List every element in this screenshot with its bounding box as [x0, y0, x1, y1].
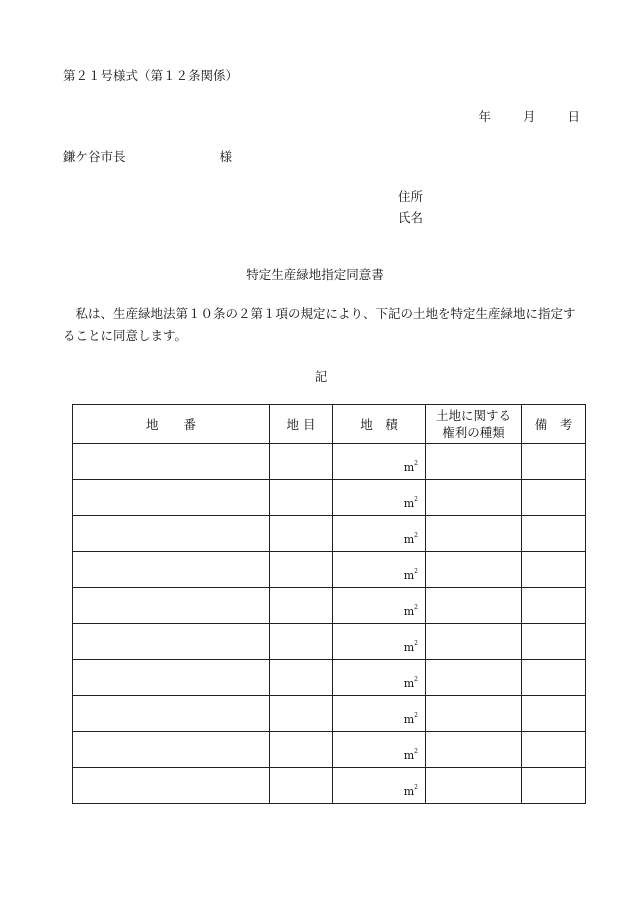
area-unit: $m^2$ — [403, 568, 418, 582]
rights-cell[interactable] — [426, 552, 522, 588]
remarks-cell[interactable] — [522, 660, 586, 696]
area-unit: $m^2$ — [403, 532, 418, 546]
form-number: 第２１号様式（第１２条関係） — [63, 68, 239, 83]
lot-number-cell[interactable] — [73, 444, 270, 480]
area-unit: $m^2$ — [403, 712, 418, 726]
land-category-cell[interactable] — [270, 732, 333, 768]
date-day: 日 — [567, 109, 580, 124]
lot-number-cell[interactable] — [73, 768, 270, 804]
land-category-cell[interactable] — [270, 696, 333, 732]
area-cell[interactable] — [333, 660, 426, 696]
rights-cell[interactable] — [426, 480, 522, 516]
area-cell[interactable] — [333, 444, 426, 480]
area-unit: $m^2$ — [403, 496, 418, 510]
date-row — [450, 107, 580, 125]
rights-cell[interactable] — [426, 588, 522, 624]
table-row — [73, 444, 586, 480]
lot-number-cell[interactable] — [73, 732, 270, 768]
area-cell[interactable] — [333, 732, 426, 768]
name-label: 氏名 — [398, 210, 424, 225]
area-cell[interactable] — [333, 588, 426, 624]
remarks-cell[interactable] — [522, 588, 586, 624]
table-row — [73, 516, 586, 552]
table-body — [73, 444, 586, 804]
land-category-cell[interactable] — [270, 624, 333, 660]
remarks-cell[interactable] — [522, 768, 586, 804]
remarks-cell[interactable] — [522, 624, 586, 660]
table-row — [73, 768, 586, 804]
table-row — [73, 696, 586, 732]
rights-cell[interactable] — [426, 624, 522, 660]
date-year: 年 — [478, 109, 491, 124]
land-category-cell[interactable] — [270, 480, 333, 516]
area-unit: $m^2$ — [403, 676, 418, 690]
lot-number-cell[interactable] — [73, 696, 270, 732]
header-land-category: 地 目 — [270, 405, 333, 444]
remarks-cell[interactable] — [522, 732, 586, 768]
rights-cell[interactable] — [426, 516, 522, 552]
addressee-name: 鎌ケ谷市長 — [63, 149, 126, 164]
lot-number-cell[interactable] — [73, 588, 270, 624]
area-unit: $m^2$ — [403, 604, 418, 618]
land-table — [72, 404, 586, 804]
lot-number-cell[interactable] — [73, 516, 270, 552]
area-cell[interactable] — [333, 624, 426, 660]
header-area: 地 積 — [333, 405, 426, 444]
table-row — [73, 480, 586, 516]
land-category-cell[interactable] — [270, 552, 333, 588]
table-row — [73, 660, 586, 696]
table-row — [73, 552, 586, 588]
addressee — [63, 147, 232, 165]
body-text: 私は、生産緑地法第１０条の２第１項の規定により、下記の土地を特定生産緑地に指定することに同意します。 — [63, 306, 576, 343]
table-row — [73, 588, 586, 624]
header-rights-line2: 権利の種類 — [442, 425, 505, 440]
remarks-cell[interactable] — [522, 552, 586, 588]
rights-cell[interactable] — [426, 660, 522, 696]
header-lot-number: 地 番 — [73, 405, 270, 444]
lot-number-cell[interactable] — [73, 660, 270, 696]
remarks-cell[interactable] — [522, 696, 586, 732]
area-unit: $m^2$ — [403, 748, 418, 762]
area-unit: $m^2$ — [403, 640, 418, 654]
table-row — [73, 624, 586, 660]
rights-cell[interactable] — [426, 444, 522, 480]
area-unit: $m^2$ — [403, 460, 418, 474]
area-unit: $m^2$ — [403, 784, 418, 798]
header-remarks: 備 考 — [522, 405, 586, 444]
address-label: 住所 — [398, 189, 424, 204]
area-cell[interactable] — [333, 768, 426, 804]
rights-cell[interactable] — [426, 696, 522, 732]
table-header-row — [73, 405, 586, 444]
ki-heading: 記 — [314, 369, 328, 384]
header-rights — [426, 405, 522, 444]
table-row — [73, 732, 586, 768]
header-rights-line1: 土地に関する — [435, 408, 511, 423]
land-category-cell[interactable] — [270, 660, 333, 696]
land-category-cell[interactable] — [270, 444, 333, 480]
remarks-cell[interactable] — [522, 516, 586, 552]
document-title: 特定生産緑地指定同意書 — [246, 267, 384, 282]
land-category-cell[interactable] — [270, 516, 333, 552]
land-category-cell[interactable] — [270, 588, 333, 624]
remarks-cell[interactable] — [522, 444, 586, 480]
lot-number-cell[interactable] — [73, 552, 270, 588]
date-month: 月 — [522, 109, 536, 124]
area-cell[interactable] — [333, 480, 426, 516]
lot-number-cell[interactable] — [73, 624, 270, 660]
lot-number-cell[interactable] — [73, 480, 270, 516]
area-cell[interactable] — [333, 696, 426, 732]
rights-cell[interactable] — [426, 768, 522, 804]
area-cell[interactable] — [333, 516, 426, 552]
rights-cell[interactable] — [426, 732, 522, 768]
remarks-cell[interactable] — [522, 480, 586, 516]
honorific: 様 — [219, 149, 233, 164]
area-cell[interactable] — [333, 552, 426, 588]
land-category-cell[interactable] — [270, 768, 333, 804]
